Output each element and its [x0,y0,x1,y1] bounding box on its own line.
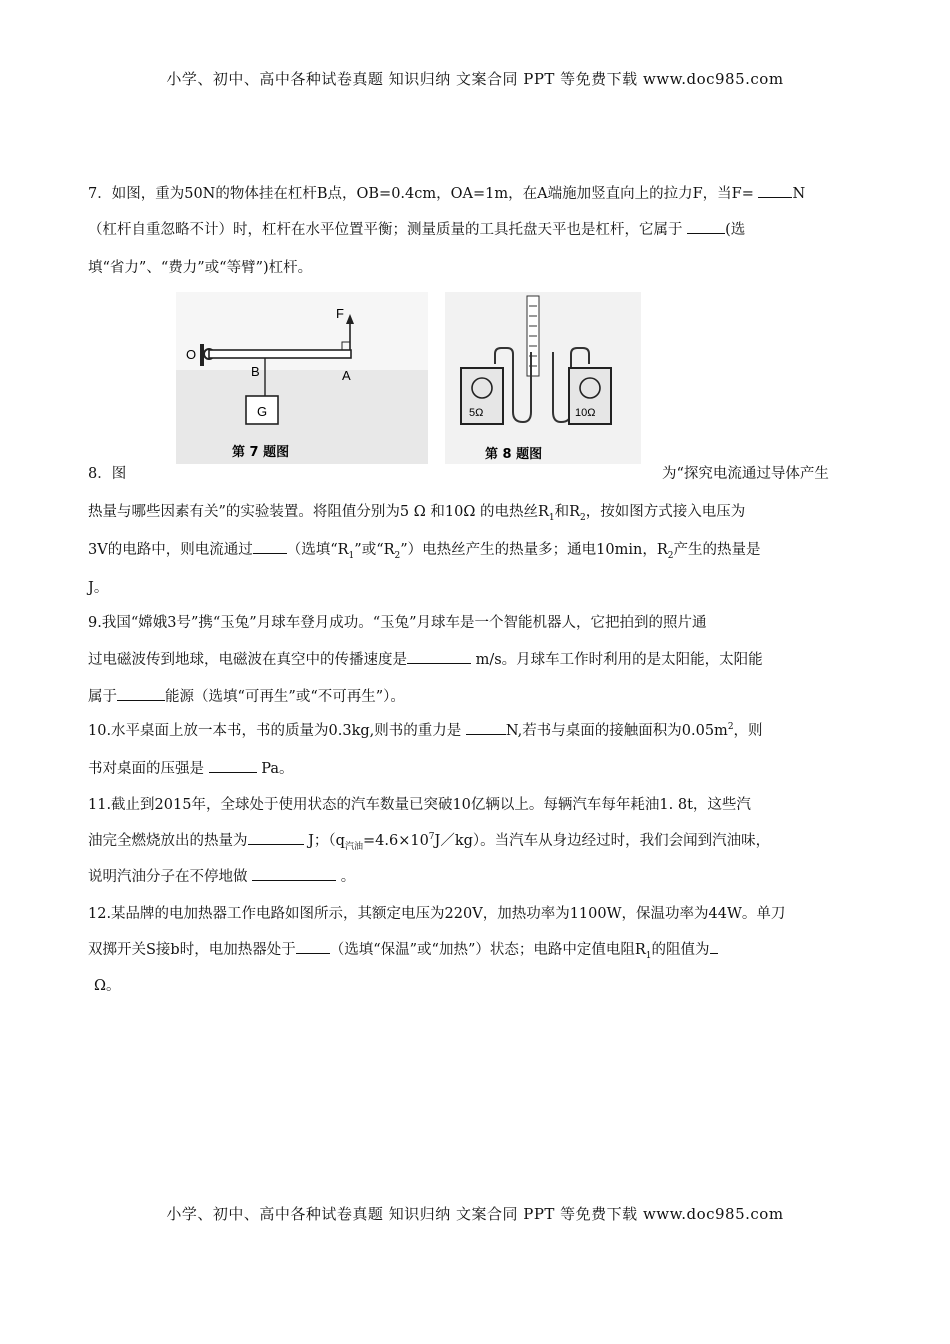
q9-blank-speed[interactable] [407,649,471,664]
q7-blank-force[interactable] [758,183,792,198]
q9-text-2b: m/s。月球车工作时利用的是太阳能，太阳能 [471,652,763,668]
q10-text-1b: N,若书与桌面的接触面积为0.05m [505,723,728,739]
sub-3: 1 [348,550,355,561]
label-A: A [342,368,351,383]
q9-text-3b: 能源（选填“可再生”或“不可再生”）。 [165,689,405,705]
q11-text-2b: J；（q [303,833,345,849]
footer-banner: 小学、初中、高中各种试卷真题 知识归纳 文案合同 PPT 等免费下载 www.doc985.com [166,1205,784,1223]
q11-blank-motion[interactable] [252,866,336,881]
sup-exponent: 7 [428,832,435,843]
q10-text-1a: 10.水平桌面上放一本书，书的质量为0.3kg,则书的重力是 [88,723,466,739]
q11-line-3 [88,865,355,886]
q9-blank-energy[interactable] [117,686,165,701]
q7-line-2 [88,218,745,239]
header-banner: 小学、初中、高中各种试卷真题 知识归纳 文案合同 PPT 等免费下载 www.doc985.com [166,70,784,88]
q11-text-2a: 油完全燃烧放出的热量为 [88,833,248,849]
figure-8-caption: 第 8 题图 [485,447,543,462]
q8-line-2 [88,500,745,523]
q10-text-2b: Pa。 [256,761,294,777]
q8-text: 热量与哪些因素有关”的实验装置。将阻值分别为5 Ω 和10Ω 的电热丝R [88,504,549,520]
q12-text-2c: 的阻值为 [651,942,710,958]
sup-1: 2 [727,722,734,733]
q10-line-1 [88,719,763,740]
lever-diagram [176,292,428,464]
q9-text-3a: 属于 [88,689,117,705]
q11-text-2d: J／kg）。当汽车从身边经过时，我们会闻到汽油味， [434,833,771,849]
q9-text-2a: 过电磁波传到地球，电磁波在真空中的传播速度是 [88,652,407,668]
q8-text-3e: 产生的热量是 [673,542,761,558]
q12-line-3: Ω。 [94,978,121,994]
q9-line-3 [88,685,405,706]
q10-text-2a: 书对桌面的压强是 [88,761,209,777]
q7-text-2: （杠杆自重忽略不计）时，杠杆在水平位置平衡；测量质量的工具托盘天平也是杠杆，它属于 [88,222,688,238]
q12-text-2a: 双掷开关S接b时，电加热器处于 [88,942,296,958]
label-G: G [257,404,268,419]
figure-7-background [176,370,428,464]
q12-text-2b: （选填“保温”或“加热”）状态；电路中定值电阻R [329,942,646,958]
sub-gasoline: 汽油 [344,841,363,852]
q8-line-4: J。 [88,580,109,596]
q12-line-1: 12.某品牌的电加热器工作电路如图所示，其额定电压为220V，加热功率为1100W，保温功率为44W。单刀 [88,906,786,922]
q10-line-2 [88,757,293,778]
figure-7-lever [176,292,428,464]
label-F: F [336,306,344,321]
q7-line-3: 填“省力”、“费力”或“等臂”)杠杆。 [88,260,313,276]
q10-blank-pressure[interactable] [209,758,257,773]
sub-r1: 1 [645,950,652,961]
label-O: O [186,347,197,362]
q8-line-1a: 8．图 [88,466,127,482]
q7-text: 7．如图，重为50N的物体挂在杠杆B点，OB=0.4cm，OA=1m，在A端施加竖直向上的拉力F，当F= [88,186,759,202]
q8-text-b: 和R [554,504,581,520]
q8-text-3b: （选填“R [286,542,349,558]
q8-line-1b: 为“探究电流通过导体产生 [662,466,829,482]
q12-line-2 [88,938,718,961]
q8-text-3a: 3V的电路中，则电流通过 [88,542,253,558]
q11-line-1: 11.截止到2015年，全球处于使用状态的汽车数量已突破10亿辆以上。每辆汽车每年耗油1. 8t，这些汽 [88,797,751,813]
sub-4: 2 [394,550,401,561]
heating-apparatus-diagram [445,292,641,464]
label-10-ohm: 10Ω [575,407,596,419]
q11-text-2c: =4.6×10 [362,833,429,849]
label-B: B [251,364,260,379]
lever-bar [209,350,351,358]
q12-blank-state[interactable] [296,939,330,954]
q8-text-3d: ”）电热丝产生的热量多；通电10min，R [400,542,668,558]
q11-blank-heat[interactable] [248,830,304,845]
q11-text-3b: 。 [336,869,356,885]
q11-line-2 [88,829,770,852]
q12-blank-resistance[interactable] [710,939,718,954]
q8-text-3c: ”或“R [354,542,395,558]
q10-text-1c: ，则 [733,723,763,739]
q8-blank-resistor[interactable] [253,539,287,554]
q7-text-2b: (选 [725,222,746,238]
q10-blank-gravity[interactable] [466,720,506,735]
sub-2: 2 [580,512,586,523]
figure-8-apparatus [445,292,641,464]
q7-unit: N [792,186,806,202]
figure-7-caption: 第 7 题图 [232,445,290,460]
q7-blank-lever-type[interactable] [687,219,725,234]
q8-text-c: ，按如图方式接入电压为 [585,504,746,520]
q9-line-2 [88,648,763,669]
q11-text-3a: 说明汽油分子在不停地做 [88,869,253,885]
label-5-ohm: 5Ω [469,407,484,419]
sub-5: 2 [667,550,674,561]
sub-1: 1 [548,512,555,523]
q8-line-3 [88,538,761,561]
q7-line-1 [88,182,805,203]
q9-line-1: 9.我国“嫦娥3号”携“玉兔”月球车登月成功。“玉兔”月球车是一个智能机器人，它把拍到的照片通 [88,615,707,631]
